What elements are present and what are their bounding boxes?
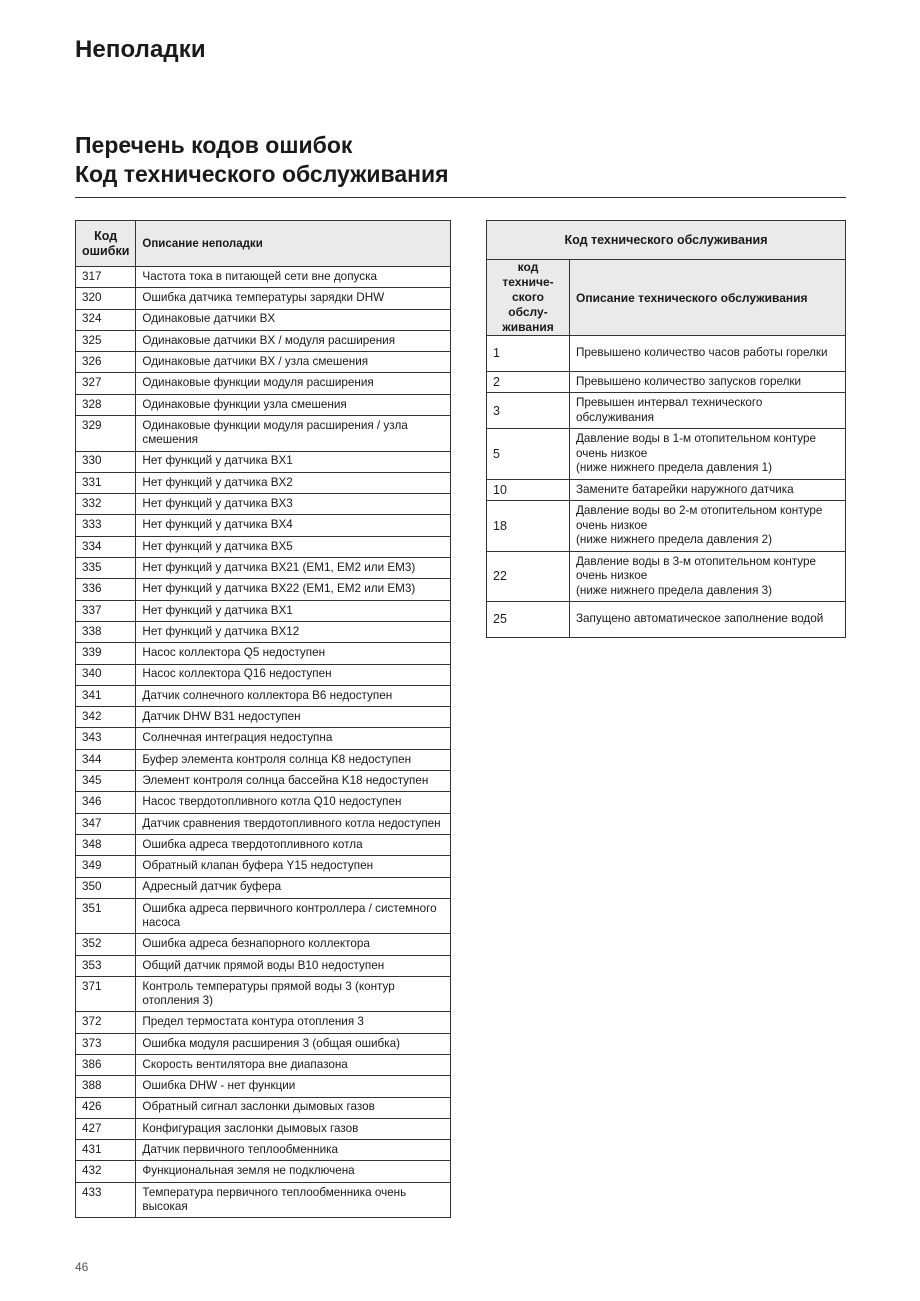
table-row — [76, 898, 451, 934]
table-row — [487, 372, 846, 393]
code-cell: 335 — [76, 558, 136, 579]
description-cell: Нет функций у датчика BX1 — [136, 451, 451, 472]
description-cell: Насос коллектора Q16 недоступен — [136, 664, 451, 685]
service-codes-table — [486, 220, 846, 638]
table-row — [76, 515, 451, 536]
table-row — [76, 1161, 451, 1182]
service-table-caption-row — [487, 221, 846, 260]
table-row — [76, 352, 451, 373]
error-codes-table — [75, 220, 451, 1218]
code-cell: 432 — [76, 1161, 136, 1182]
table-row — [487, 602, 846, 638]
table-row — [76, 451, 451, 472]
description-cell: Одинаковые функции узла смешения — [136, 394, 451, 415]
description-cell: Ошибка адреса безнапорного коллектора — [136, 934, 451, 955]
table-row — [76, 976, 451, 1012]
description-cell: Нет функций у датчика BX4 — [136, 515, 451, 536]
description-cell: Ошибка DHW - нет функции — [136, 1076, 451, 1097]
description-cell: Обратный сигнал заслонки дымовых газов — [136, 1097, 451, 1118]
code-cell: 320 — [76, 288, 136, 309]
code-cell: 351 — [76, 898, 136, 934]
code-cell: 324 — [76, 309, 136, 330]
code-cell: 18 — [487, 501, 570, 552]
code-cell: 339 — [76, 643, 136, 664]
error-description-column-header: Описание неполадки — [136, 221, 451, 267]
code-cell: 372 — [76, 1012, 136, 1033]
table-row — [76, 877, 451, 898]
table-row — [76, 472, 451, 493]
table-row — [76, 834, 451, 855]
code-cell: 373 — [76, 1033, 136, 1054]
code-cell: 431 — [76, 1140, 136, 1161]
description-cell: Обратный клапан буфера Y15 недоступен — [136, 856, 451, 877]
table-row — [76, 1033, 451, 1054]
code-cell: 388 — [76, 1076, 136, 1097]
table-row — [76, 394, 451, 415]
table-row — [76, 288, 451, 309]
table-row — [76, 416, 451, 452]
table-row — [76, 664, 451, 685]
description-cell: Датчик первичного теплообменника — [136, 1140, 451, 1161]
error-table-header-row — [76, 221, 451, 267]
table-row — [76, 1076, 451, 1097]
code-cell: 1 — [487, 336, 570, 372]
description-cell: Контроль температуры прямой воды 3 (контур отопления 3) — [136, 976, 451, 1012]
code-cell: 426 — [76, 1097, 136, 1118]
description-cell: Превышено количество запусков горелки — [570, 372, 846, 393]
code-cell: 342 — [76, 707, 136, 728]
description-cell: Нет функций у датчика BX2 — [136, 472, 451, 493]
description-cell: Давление воды в 1-м отопительном контуре очень низкое (ниже нижнего предела давления 1) — [570, 429, 846, 480]
table-row — [76, 643, 451, 664]
code-cell: 332 — [76, 494, 136, 515]
service-table-header-row — [487, 260, 846, 336]
table-row — [76, 771, 451, 792]
table-row — [76, 955, 451, 976]
table-row — [487, 479, 846, 500]
description-cell: Нет функций у датчика BX3 — [136, 494, 451, 515]
error-code-column-header: Код ошибки — [76, 221, 136, 267]
description-cell: Одинаковые датчики BX / узла смешения — [136, 352, 451, 373]
code-cell: 22 — [487, 551, 570, 602]
table-row — [76, 309, 451, 330]
code-cell: 353 — [76, 955, 136, 976]
section-title — [75, 131, 449, 189]
description-cell: Одинаковые функции модуля расширения — [136, 373, 451, 394]
table-row — [76, 1182, 451, 1218]
description-cell: Нет функций у датчика BX21 (EM1, EM2 или EM3) — [136, 558, 451, 579]
table-row — [76, 1140, 451, 1161]
description-cell: Нет функций у датчика BX1 — [136, 600, 451, 621]
description-cell: Превышено количество часов работы горелки — [570, 336, 846, 372]
code-cell: 349 — [76, 856, 136, 877]
code-cell: 345 — [76, 771, 136, 792]
table-row — [76, 600, 451, 621]
code-cell: 325 — [76, 330, 136, 351]
description-cell: Ошибка датчика температуры зарядки DHW — [136, 288, 451, 309]
table-row — [76, 1118, 451, 1139]
description-cell: Нет функций у датчика BX5 — [136, 536, 451, 557]
description-cell: Датчик DHW B31 недоступен — [136, 707, 451, 728]
table-row — [487, 393, 846, 429]
code-cell: 317 — [76, 267, 136, 288]
description-cell: Конфигурация заслонки дымовых газов — [136, 1118, 451, 1139]
table-row — [76, 685, 451, 706]
page-heading: Неполадки — [75, 36, 206, 63]
service-description-column-header: Описание технического обслуживания — [570, 260, 846, 336]
table-row — [76, 579, 451, 600]
description-cell: Одинаковые функции модуля расширения / узла смешения — [136, 416, 451, 452]
description-cell: Ошибка модуля расширения 3 (общая ошибка) — [136, 1033, 451, 1054]
table-row — [76, 749, 451, 770]
code-cell: 348 — [76, 834, 136, 855]
code-cell: 331 — [76, 472, 136, 493]
description-cell: Температура первичного теплообменника очень высокая — [136, 1182, 451, 1218]
code-cell: 10 — [487, 479, 570, 500]
table-row — [487, 429, 846, 480]
code-cell: 346 — [76, 792, 136, 813]
service-table-body — [487, 336, 846, 638]
table-row — [76, 792, 451, 813]
error-table-body — [76, 267, 451, 1218]
description-cell: Функциональная земля не подключена — [136, 1161, 451, 1182]
table-row — [487, 336, 846, 372]
code-cell: 340 — [76, 664, 136, 685]
code-cell: 386 — [76, 1055, 136, 1076]
code-cell: 343 — [76, 728, 136, 749]
code-cell: 327 — [76, 373, 136, 394]
description-cell: Ошибка адреса твердотопливного котла — [136, 834, 451, 855]
code-cell: 336 — [76, 579, 136, 600]
table-row — [76, 558, 451, 579]
description-cell: Буфер элемента контроля солнца K8 недоступен — [136, 749, 451, 770]
code-cell: 433 — [76, 1182, 136, 1218]
description-cell: Одинаковые датчики BX — [136, 309, 451, 330]
code-cell: 5 — [487, 429, 570, 480]
description-cell: Датчик солнечного коллектора B6 недоступен — [136, 685, 451, 706]
table-row — [76, 856, 451, 877]
description-cell: Нет функций у датчика BX12 — [136, 621, 451, 642]
description-cell: Насос коллектора Q5 недоступен — [136, 643, 451, 664]
description-cell: Насос твердотопливного котла Q10 недоступен — [136, 792, 451, 813]
description-cell: Замените батарейки наружного датчика — [570, 479, 846, 500]
table-row — [76, 373, 451, 394]
section-title-line-1: Перечень кодов ошибок — [75, 132, 353, 158]
description-cell: Давление воды в 3-м отопительном контуре очень низкое (ниже нижнего предела давления 3) — [570, 551, 846, 602]
code-cell: 333 — [76, 515, 136, 536]
code-cell: 330 — [76, 451, 136, 472]
code-cell: 338 — [76, 621, 136, 642]
title-divider — [75, 197, 846, 198]
code-cell: 352 — [76, 934, 136, 955]
description-cell: Превышен интервал технического обслуживания — [570, 393, 846, 429]
code-cell: 2 — [487, 372, 570, 393]
description-cell: Одинаковые датчики BX / модуля расширения — [136, 330, 451, 351]
service-code-column-header: код техниче- ского обслу- живания — [487, 260, 570, 336]
table-row — [76, 267, 451, 288]
service-table-caption: Код технического обслуживания — [487, 221, 846, 260]
table-row — [76, 1055, 451, 1076]
table-row — [487, 501, 846, 552]
code-cell: 341 — [76, 685, 136, 706]
code-cell: 334 — [76, 536, 136, 557]
section-title-line-2: Код технического обслуживания — [75, 161, 449, 187]
code-cell: 25 — [487, 602, 570, 638]
code-cell: 427 — [76, 1118, 136, 1139]
table-row — [76, 1097, 451, 1118]
code-cell: 344 — [76, 749, 136, 770]
description-cell: Солнечная интеграция недоступна — [136, 728, 451, 749]
page-number: 46 — [75, 1260, 89, 1274]
code-cell: 326 — [76, 352, 136, 373]
table-row — [487, 551, 846, 602]
description-cell: Адресный датчик буфера — [136, 877, 451, 898]
table-row — [76, 934, 451, 955]
description-cell: Частота тока в питающей сети вне допуска — [136, 267, 451, 288]
description-cell: Ошибка адреса первичного контроллера / системного насоса — [136, 898, 451, 934]
code-cell: 3 — [487, 393, 570, 429]
description-cell: Предел термостата контура отопления 3 — [136, 1012, 451, 1033]
description-cell: Общий датчик прямой воды B10 недоступен — [136, 955, 451, 976]
table-row — [76, 1012, 451, 1033]
code-cell: 350 — [76, 877, 136, 898]
code-cell: 329 — [76, 416, 136, 452]
table-row — [76, 536, 451, 557]
table-row — [76, 621, 451, 642]
description-cell: Давление воды во 2-м отопительном контуре очень низкое (ниже нижнего предела давления 2) — [570, 501, 846, 552]
code-cell: 337 — [76, 600, 136, 621]
code-cell: 371 — [76, 976, 136, 1012]
description-cell: Нет функций у датчика BX22 (EM1, EM2 или EM3) — [136, 579, 451, 600]
table-row — [76, 813, 451, 834]
description-cell: Датчик сравнения твердотопливного котла недоступен — [136, 813, 451, 834]
description-cell: Скорость вентилятора вне диапазона — [136, 1055, 451, 1076]
table-row — [76, 707, 451, 728]
table-row — [76, 728, 451, 749]
code-cell: 328 — [76, 394, 136, 415]
table-row — [76, 330, 451, 351]
description-cell: Запущено автоматическое заполнение водой — [570, 602, 846, 638]
code-cell: 347 — [76, 813, 136, 834]
description-cell: Элемент контроля солнца бассейна K18 недоступен — [136, 771, 451, 792]
table-row — [76, 494, 451, 515]
